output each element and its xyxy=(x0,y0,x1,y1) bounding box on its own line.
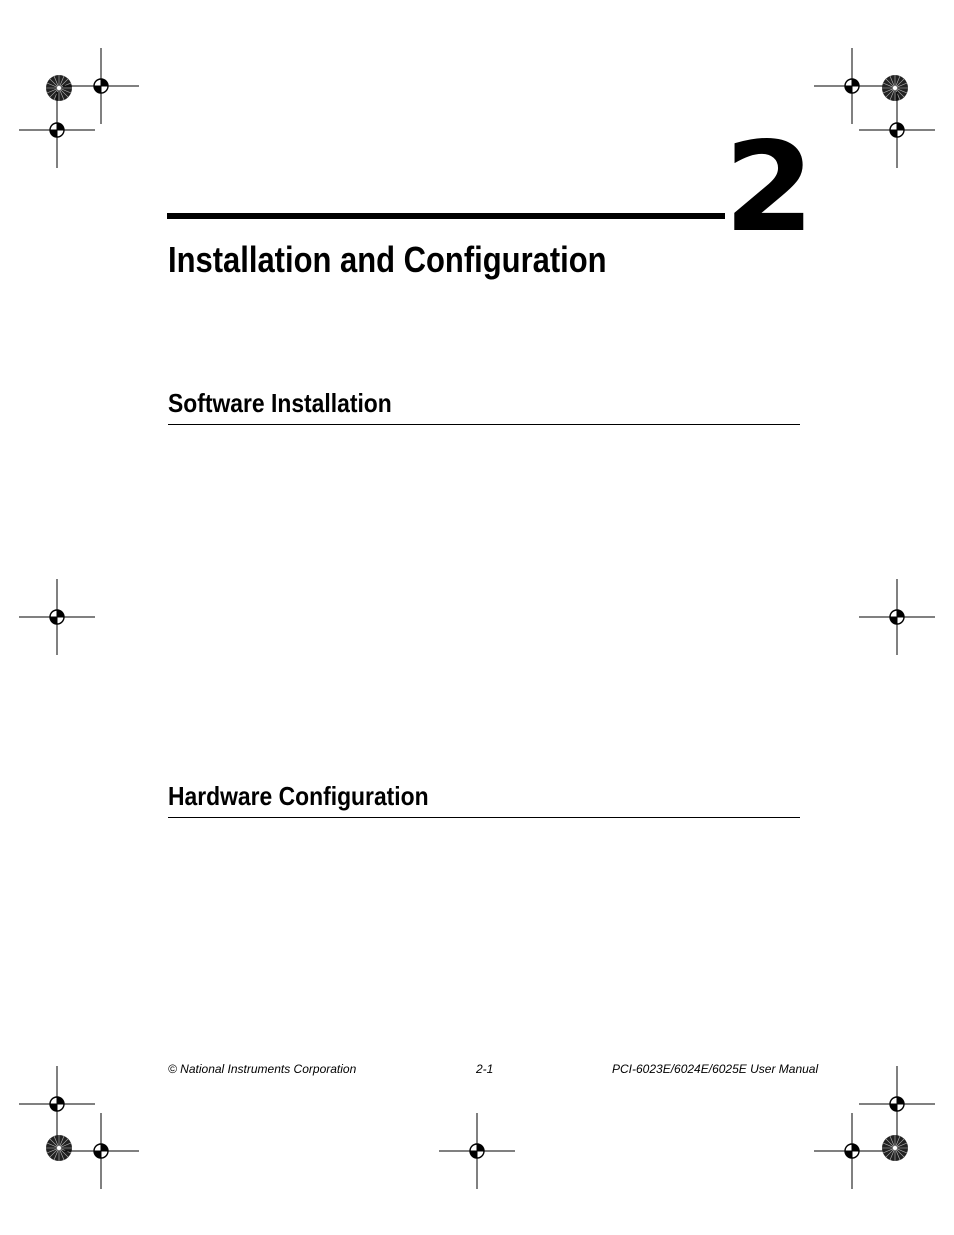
registration-crosshair-icon xyxy=(63,48,139,124)
section-title-hardware-configuration: Hardware Configuration xyxy=(168,781,429,811)
registration-crosshair-icon xyxy=(19,1066,95,1142)
registration-crosshair-icon xyxy=(439,1113,515,1189)
chapter-number: 2 xyxy=(724,116,811,260)
registration-star-icon xyxy=(46,1135,72,1161)
registration-star-icon xyxy=(882,1135,908,1161)
registration-star-icon xyxy=(46,75,72,101)
registration-crosshair-icon xyxy=(19,579,95,655)
footer-page-number: 2-1 xyxy=(476,1062,494,1076)
registration-crosshair-icon xyxy=(814,48,890,124)
section-rule xyxy=(168,817,800,818)
registration-star-icon xyxy=(882,75,908,101)
section-title-software-installation: Software Installation xyxy=(168,388,392,418)
footer-copyright: © National Instruments Corporation xyxy=(168,1062,357,1076)
registration-crosshair-icon xyxy=(859,579,935,655)
registration-crosshair-icon xyxy=(63,1113,139,1189)
registration-crosshair-icon xyxy=(859,1066,935,1142)
registration-crosshair-icon xyxy=(814,1113,890,1189)
registration-crosshair-icon xyxy=(19,92,95,168)
chapter-title: Installation and Configuration xyxy=(168,239,607,280)
chapter-rule xyxy=(167,213,725,219)
section-rule xyxy=(168,424,800,425)
footer-manual-title: PCI-6023E/6024E/6025E User Manual xyxy=(612,1062,819,1076)
registration-crosshair-icon xyxy=(859,92,935,168)
